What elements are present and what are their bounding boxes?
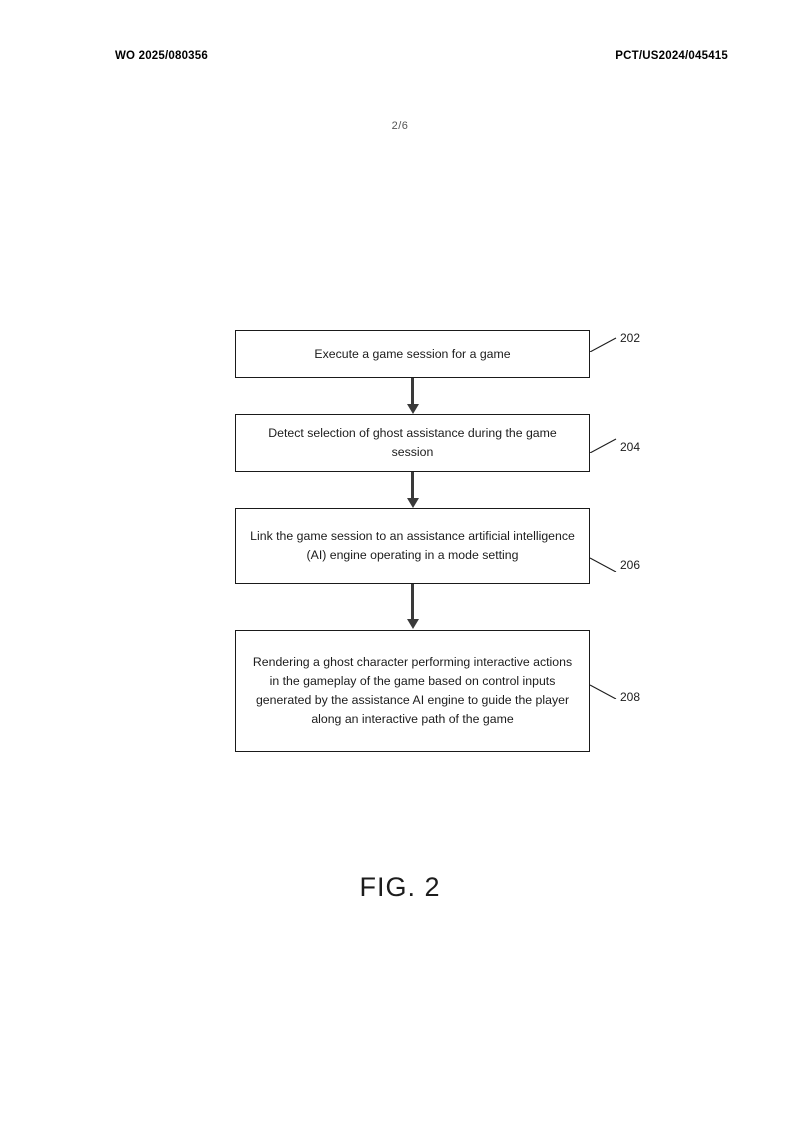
connector-202-204 <box>235 378 590 414</box>
leader-line-206 <box>590 556 616 570</box>
reference-numeral-208: 208 <box>620 690 641 704</box>
arrow-head-icon <box>407 498 419 508</box>
flow-node-202-label: Execute a game session for a game <box>314 346 511 361</box>
flow-node-206 <box>235 508 590 584</box>
flow-node-206-label: Link the game session to an assistance artificial intelligence (AI) engine operating in a mode setting <box>250 529 575 562</box>
flow-node-204 <box>235 414 590 472</box>
flow-node-202 <box>235 330 590 378</box>
connector-204-206 <box>235 472 590 508</box>
flowchart <box>235 330 590 752</box>
page-number: 2/6 <box>391 120 409 132</box>
connector-line <box>411 378 413 405</box>
arrow-head-icon <box>407 619 419 629</box>
figure-caption: FIG. 2 <box>359 872 441 902</box>
arrow-head-icon <box>407 404 419 414</box>
leader-line-202 <box>590 336 616 350</box>
connector-line <box>411 472 413 499</box>
leader-line-204 <box>590 437 616 451</box>
flow-node-204-label: Detect selection of ghost assistance during the game session <box>268 426 557 459</box>
page-header <box>0 50 800 70</box>
reference-numeral-206: 206 <box>620 558 641 572</box>
flow-node-208-label: Rendering a ghost character performing interactive actions in the gameplay of the game based on control inputs generated by the assistance AI engine to guide the player along an interactive path of the game <box>252 655 573 726</box>
flow-node-208 <box>235 630 590 752</box>
connector-line <box>411 584 413 620</box>
header-application-number: PCT/US2024/045415 <box>615 50 728 62</box>
leader-line-208 <box>590 683 616 697</box>
reference-numeral-204: 204 <box>620 440 641 454</box>
reference-numeral-202: 202 <box>620 331 641 345</box>
header-publication-number: WO 2025/080356 <box>115 50 208 62</box>
connector-206-208 <box>235 584 590 630</box>
